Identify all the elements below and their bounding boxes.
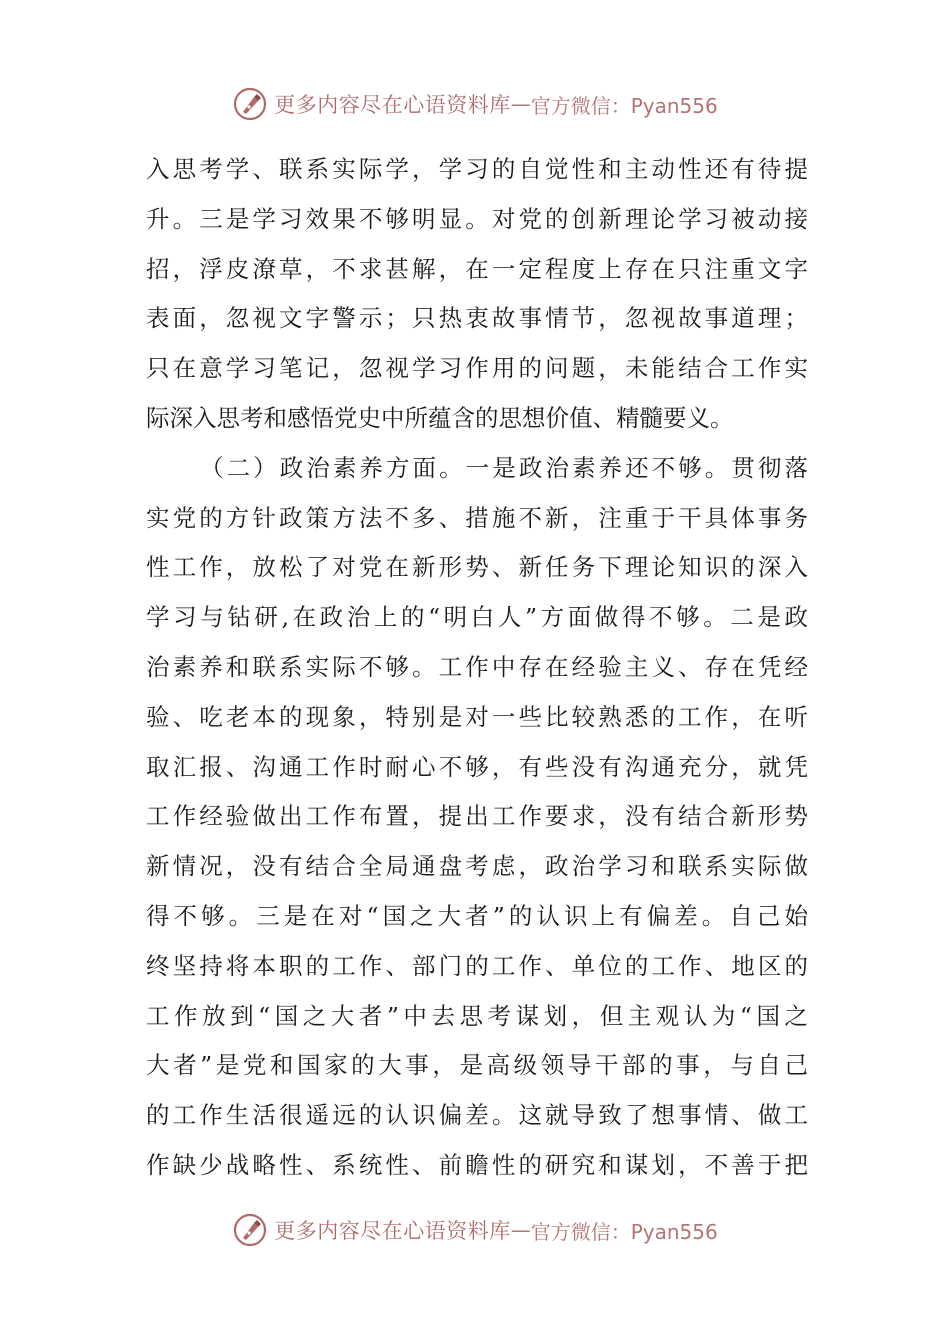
pen-nib-logo-icon: [232, 86, 268, 122]
body-line-5: 只在意学习笔记，忽视学习作用的问题，未能结合工作实: [146, 354, 808, 383]
pen-nib-logo-icon: [232, 1212, 268, 1248]
body-line-7: （二）政治素养方面。一是政治素养还不够。贯彻落: [200, 453, 808, 482]
header-wechat-text: 官方微信：Pyan556: [530, 93, 718, 118]
body-line-19: 大者”是党和国家的大事，是高级领导干部的事，与自己: [146, 1051, 808, 1080]
body-line-16: 得不够。三是在对“国之大者”的认识上有偏差。自己始: [146, 901, 808, 930]
document-body: [146, 145, 808, 1191]
header-site-text: 更多内容尽在心语资料库: [274, 93, 511, 117]
body-line-4: 表面，忽视文字警示；只热衷故事情节，忽视故事道理；: [146, 304, 808, 333]
body-line-14: 工作经验做出工作布置，提出工作要求，没有结合新形势: [146, 802, 808, 831]
body-line-15: 新情况，没有结合全局通盘考虑，政治学习和联系实际做: [146, 852, 808, 881]
body-line-2: 升。三是学习效果不够明显。对党的创新理论学习被动接: [146, 204, 808, 233]
body-line-8: 实党的方针政策方法不多、措施不新，注重于干具体事务: [146, 503, 808, 532]
body-line-17: 终坚持将本职的工作、部门的工作、单位的工作、地区的: [146, 951, 808, 980]
body-line-21: 作缺少战略性、系统性、前瞻性的研究和谋划，不善于把: [146, 1150, 808, 1179]
header-banner: [0, 84, 950, 124]
footer-wechat-text: 官方微信：Pyan556: [530, 1219, 718, 1244]
body-line-10: 学习与钻研,在政治上的“明白人”方面做得不够。二是政: [146, 603, 808, 632]
body-line-20: 的工作生活很遥远的认识偏差。这就导致了想事情、做工: [146, 1101, 808, 1130]
body-line-9: 性工作，放松了对党在新形势、新任务下理论知识的深入: [146, 553, 808, 582]
body-line-13: 取汇报、沟通工作时耐心不够，有些没有沟通充分，就凭: [146, 752, 808, 781]
body-line-1: 入思考学、联系实际学，学习的自觉性和主动性还有待提: [146, 155, 808, 183]
footer-banner: [0, 1210, 950, 1250]
footer-separator: —: [510, 1218, 531, 1242]
body-line-11: 治素养和联系实际不够。工作中存在经验主义、存在凭经: [146, 652, 808, 681]
body-line-12: 验、吃老本的现象，特别是对一些比较熟悉的工作，在听: [146, 702, 808, 731]
body-line-18: 工作放到“国之大者”中去思考谋划，但主观认为“国之: [146, 1001, 808, 1030]
body-line-3: 招，浮皮潦草，不求甚解，在一定程度上存在只注重文字: [146, 254, 808, 283]
footer-site-text: 更多内容尽在心语资料库: [274, 1219, 511, 1243]
body-line-6: 际深入思考和感悟党史中所蕴含的思想价值、精髓要义。: [146, 403, 734, 432]
header-separator: —: [510, 92, 531, 116]
